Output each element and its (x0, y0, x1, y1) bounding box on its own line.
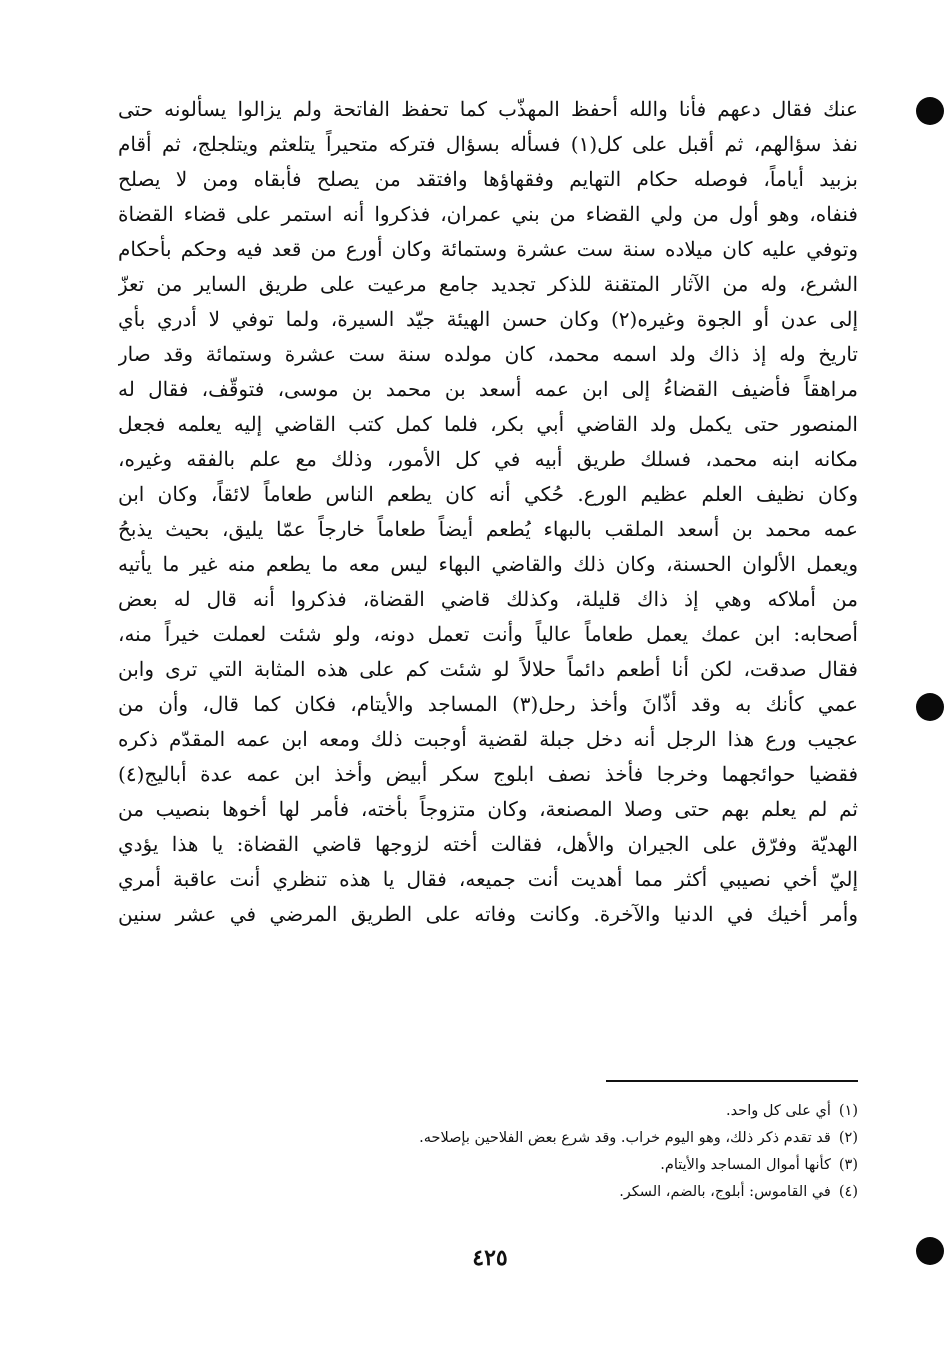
footnote-item (300, 1098, 858, 1125)
text-line: ويعمل الألوان الحسنة، وكان ذلك والقاضي البهاء ليس معه ما يطعم منه غير ما يأتيه (118, 552, 858, 576)
text-line: الهديّة وفرّق على الجيران والأهل، فقالت أخته لزوجها قاضي القضاة: يا هذا يؤدي (118, 832, 858, 856)
margin-bullet-top (916, 97, 944, 125)
text-line: أصحابه: ابن عمك يعمل طعاماً عالياً وأنت تعمل دونه، ولو شئت لعملت خيراً منه، (118, 622, 858, 646)
page-number: ٤٢٥ (472, 1245, 508, 1271)
footnote-marker: (٤) (838, 1184, 858, 1200)
text-line: من أملاكه وهي إذ ذاك قليلة، وكذلك قاضي القضاة، فذكروا أنه قال له بعض (118, 587, 858, 611)
text-line: المنصور حتى يكمل ولد القاضي أبي بكر، فلما كمل كتب القاضي إليه يعلمه فجعل (118, 412, 858, 436)
text-line: الشرع، وله من الآثار المتقنة للذكر تجديد جامع مرعيت على طريق الساير من تعزّ (118, 272, 858, 296)
footnote-text: أي على كل واحد. (726, 1103, 831, 1119)
text-line: فنفاه، وهو أول من ولي القضاء من بني عمران، فذكروا أنه استمر على قضاء القضاة (118, 202, 858, 226)
text-line: عجيب ورع هذا الرجل أنه دخل جبلة لقضية أوجبت ذلك ومعه ابن عمه المقدّم ذكره (118, 727, 858, 751)
footnote-item (300, 1125, 858, 1152)
text-line: فقال صدقت، لكن أنا أطعم دائماً حلالاً لو شئت كم على هذه المثابة التي ترى وابن (118, 657, 858, 681)
footnote-marker: (١) (838, 1103, 858, 1119)
text-line: عنك فقال دعهم فأنا والله أحفظ المهذّب كما تحفظ الفاتحة ولم يزالوا يسألونه حتى (118, 97, 858, 121)
text-line: إلى عدن أو الجوة وغيره(٢) وكان حسن الهيئة جيّد السيرة، ولما توفي لا أدري بأي (118, 307, 858, 331)
footnote-marker: (٢) (838, 1130, 858, 1146)
footnote-marker: (٣) (838, 1157, 858, 1173)
text-line: ثم لم يعلم بهم حتى وصلا المصنعة، وكان متزوجاً بأخته، فأمر لها أخوها بنصيب من (118, 797, 858, 821)
text-line: وكان نظيف العلم عظيم الورع. حُكي أنه كان يطعم الناس طعاماً لائقاً، وكان ابن (118, 482, 858, 506)
text-line: وتوفي عليه كان ميلاده سنة ست عشرة وستمائة وكان أورع من قعد فيه وحكم بأحكام (118, 237, 858, 261)
margin-bullet-middle (916, 693, 944, 721)
footnote-divider (606, 1080, 858, 1082)
text-line: إليّ أخي نصيبي أكثر مما أهديت أنت جميعه، فقال يا هذه تنظري أنت عاقبة أمري (118, 867, 858, 891)
footnote-text: كأنها أموال المساجد والأيتام. (660, 1157, 831, 1173)
text-line: فقضيا حوائجهما وخرجا فأخذ نصف ابلوج سكر أبيض وأخذ ابن عمه عدة أباليج(٤) (118, 762, 858, 786)
footnote-item (300, 1152, 858, 1179)
text-line: عمي كأنك به وقد أذّانَ وأخذ رحل(٣) المساجد والأيتام، فكان كما قال، وأن من (118, 692, 858, 716)
footnotes (300, 1098, 858, 1206)
text-line: نفذ سؤالهم، ثم أقبل على كل(١) فسأله بسؤال فتركه متحيراً يتلعثم ويتلجلج، ثم أقام (118, 132, 858, 156)
footnote-text: في القاموس: أبلوج، بالضم، السكر. (619, 1184, 831, 1200)
footnote-item (300, 1179, 858, 1206)
text-line: عمه محمد بن أسعد الملقب بالبهاء يُطعم أيضاً طعاماً خارجاً عمّا يليق، بحيث يذبحُ (118, 517, 858, 541)
text-line: بزبيد أياماً، فوصله حكام التهايم وفقهاؤها وافتقد من يصلح فأبقاه ومن لا يصلح (118, 167, 858, 191)
text-line: مراهقاً فأضيف القضاءُ إلى ابن عمه أسعد بن محمد بن موسى، فتوقّف، فقال له (118, 377, 858, 401)
main-text (118, 92, 858, 932)
text-line: وأمر أخيك في الدنيا والآخرة. وكانت وفاته على الطريق المرضي في عشر سنين (118, 902, 858, 926)
margin-bullet-bottom (916, 1237, 944, 1265)
footnote-text: قد تقدم ذكر ذلك، وهو اليوم خراب. وقد شرع بعض الفلاحين بإصلاحه. (419, 1130, 831, 1146)
text-line: تاريخ وله إذ ذاك ولد اسمه محمد، كان مولده سنة ست عشرة وستمائة وقد صار (118, 342, 858, 366)
text-line: مكانه ابنه محمد، فسلك طريق أبيه في كل الأمور، وذلك مع علم بالفقه وغيره، (118, 447, 858, 471)
